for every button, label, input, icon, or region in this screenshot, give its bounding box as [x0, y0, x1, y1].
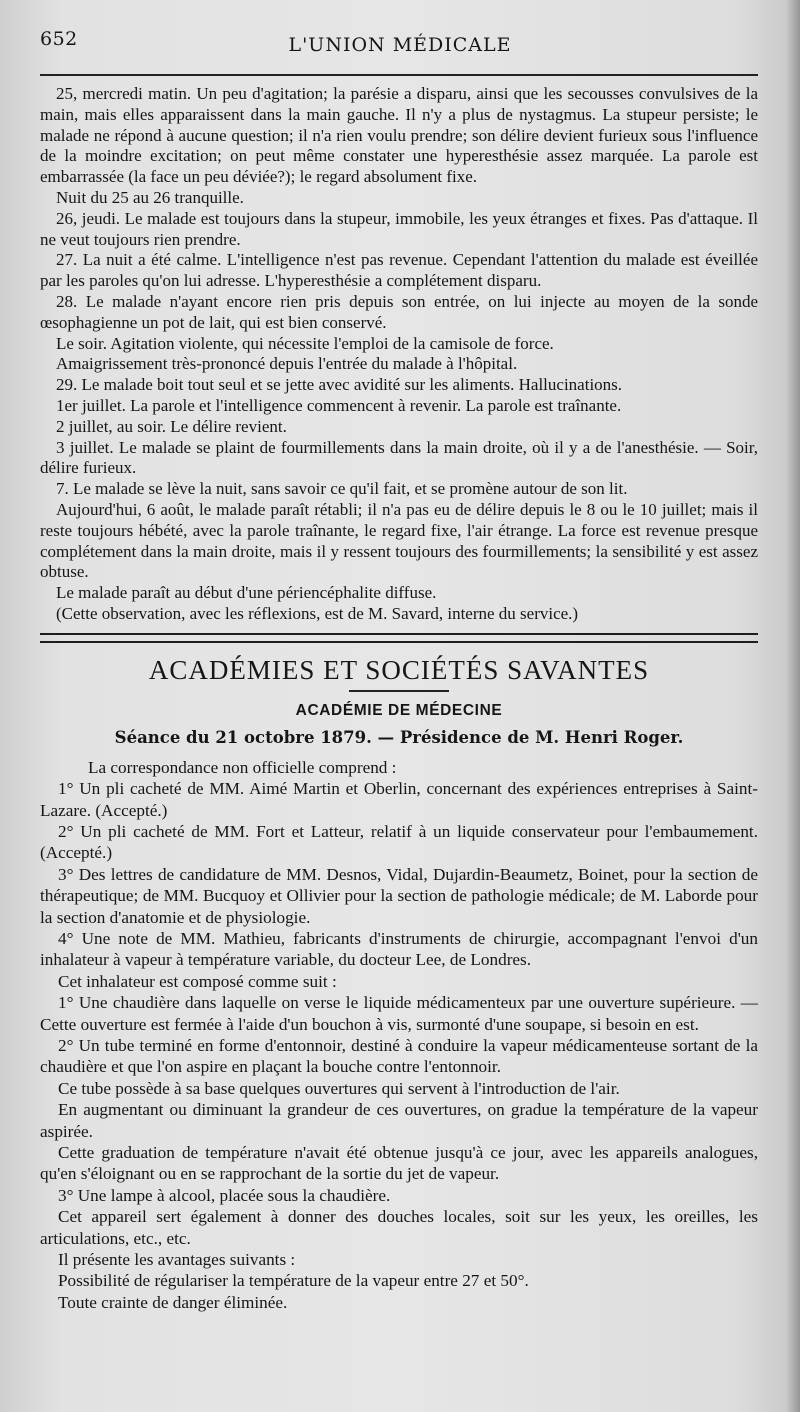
journal-title: L'UNION MÉDICALE: [288, 34, 512, 56]
paragraph: 4° Une note de MM. Mathieu, fabricants d'instruments de chirurgie, accompagnant l'envoi d'un inhalateur à vapeur à température variable, du docteur Lee, de Londres.: [40, 928, 758, 970]
paragraph: Le malade paraît au début d'une périencéphalite diffuse.: [56, 583, 437, 603]
paragraph: 28. Le malade n'ayant encore rien pris depuis son entrée, on lui injecte au moyen de la sonde œsophagienne un pot de lait, qui est bien conservé.: [40, 291, 758, 332]
page-spine-shadow: [786, 0, 800, 1412]
paragraph: 25, mercredi matin. Un peu d'agitation; la parésie a disparu, ainsi que les secousses convulsives de la main, mais elles apparaissent dans la main gauche. Il n'y a plus de nystagmus. La stupeur persiste; le malade ne répond à aucune question; il n'a rien voulu prendre; son délire devient furieux sous l'influence de la moindre excitation; on peut même constater une hyperesthésie assez marquée. La parole est embarrassée (la face un peu déviée?); le regard absolument fixe.: [40, 84, 758, 187]
observation-credit: (Cette observation, avec les réflexions, est de M. Savard, interne du service.): [56, 603, 579, 623]
paragraph: Il présente les avantages suivants :: [58, 1250, 296, 1270]
paragraph: 3° Une lampe à alcool, placée sous la chaudière.: [58, 1185, 391, 1205]
paragraph: 1° Un pli cacheté de MM. Aimé Martin et Oberlin, concernant des expériences entreprises à Saint-Lazare. (Accepté.): [40, 779, 758, 820]
paragraph: Cet appareil sert également à donner des douches locales, soit sur les yeux, les oreilles, les articulations, etc., etc.: [40, 1207, 758, 1248]
paragraph: Toute crainte de danger éliminée.: [58, 1292, 288, 1312]
seance-heading: Séance du 21 octobre 1879. — Présidence de M. Henri Roger.: [114, 727, 684, 747]
paragraph: Amaigrissement très-prononcé depuis l'entrée du malade à l'hôpital.: [56, 354, 518, 374]
paragraph: 29. Le malade boit tout seul et se jette avec avidité sur les aliments. Hallucinations.: [56, 375, 623, 395]
observation-text: [40, 84, 758, 625]
paragraph: En augmentant ou diminuant la grandeur de ces ouvertures, on gradue la température de la vapeur aspirée.: [40, 1100, 758, 1141]
paragraph: 2° Un pli cacheté de MM. Fort et Latteur, relatif à un liquide conservateur pour l'embaumement. (Accepté.): [40, 821, 758, 863]
page-number: 652: [40, 28, 78, 50]
title-underline: [349, 690, 449, 692]
paragraph: 3 juillet. Le malade se plaint de fourmillements dans la main droite, où il y a de l'anesthésie. — Soir, délire furieux.: [40, 437, 758, 478]
paragraph: 26, jeudi. Le malade est toujours dans la stupeur, immobile, les yeux étranges et fixes. Pas d'attaque. Il ne veut toujours rien prendre.: [40, 208, 758, 249]
paragraph: 2° Un tube terminé en forme d'entonnoir, destiné à conduire la vapeur médicamenteuse sortant de la chaudière et que l'on aspire en plaçant la bouche contre l'entonnoir.: [40, 1036, 758, 1077]
header-rule: [40, 74, 758, 76]
paragraph: Le soir. Agitation violente, qui nécessite l'emploi de la camisole de force.: [56, 333, 554, 353]
paragraph: Cette graduation de température n'avait été obtenue jusqu'à ce jour, avec les appareils analogues, qu'en s'éloignant ou en se rapprochant de la sortie du jet de vapeur.: [40, 1143, 758, 1184]
paragraph: 2 juillet, au soir. Le délire revient.: [56, 416, 287, 436]
paragraph: La correspondance non officielle comprend :: [88, 757, 397, 777]
paragraph: 1er juillet. La parole et l'intelligence commencent à revenir. La parole est traînante.: [56, 395, 622, 415]
paragraph: Nuit du 25 au 26 tranquille.: [56, 187, 244, 207]
paragraph: 27. La nuit a été calme. L'intelligence n'est pas revenue. Cependant l'attention du malade est éveillée par les paroles qu'on lui adresse. L'hyperesthésie a complétement disparu.: [40, 250, 758, 291]
paragraph: Ce tube possède à sa base quelques ouvertures qui servent à l'introduction de l'air.: [58, 1078, 620, 1098]
paragraph: 7. Le malade se lève la nuit, sans savoir ce qu'il fait, et se promène autour de son lit.: [56, 479, 628, 499]
subsection-title: ACADÉMIE DE MÉDECINE: [295, 701, 503, 719]
paragraph: 1° Une chaudière dans laquelle on verse le liquide médicamenteux par une ouverture supérieure. — Cette ouverture est fermée à l'aide d'un bouchon à vis, surmonté d'une soupape, si besoin en est.: [40, 993, 758, 1034]
paragraph: Possibilité de régulariser la température de la vapeur entre 27 et 50°.: [58, 1271, 529, 1291]
section-title: ACADÉMIES ET SOCIÉTÉS SAVANTES: [148, 654, 650, 685]
paragraph: 3° Des lettres de candidature de MM. Desnos, Vidal, Dujardin-Beaumetz, Boinet, pour la section de thérapeutique; de MM. Bucquoy et Ollivier pour la section de pathologie médicale; de M. Laborde pour la section d'anatomie et de physiologie.: [40, 864, 758, 927]
paragraph: Cet inhalateur est composé comme suit :: [58, 971, 337, 991]
academie-text: [40, 757, 758, 1314]
paragraph: Aujourd'hui, 6 août, le malade paraît rétabli; il n'a pas eu de délire depuis le 8 ou le 10 juillet; mais il reste toujours hébété, avec la parole traînante, le regard fixe, l'air étrange. La force est revenue presque complétement dans la main droite, mais il y ressent toujours des fourmillements; la sensibilité y est assez obtuse.: [40, 499, 758, 582]
section-divider: [40, 633, 758, 643]
